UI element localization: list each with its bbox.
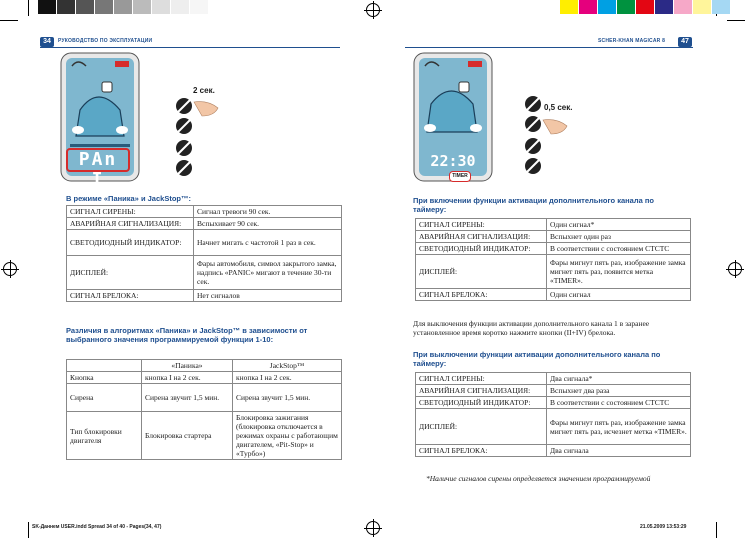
- grayscale-swatches: [38, 0, 209, 14]
- table-row: СИГНАЛ БРЕЛОКА: Нет сигналов: [67, 290, 342, 302]
- press-duration-label: 2 сек.: [193, 86, 215, 95]
- table-row: СВЕТОДИОДНЫЙ ИНДИКАТОР: В соответствии с состоянием СТСТС: [416, 397, 691, 409]
- table-row: ДИСПЛЕЙ: Фары мигнут пять раз, изображение замка мигнет пять раз, исчезнет метка «TIMER».: [416, 409, 691, 445]
- timer-off-table: [415, 372, 691, 457]
- diff-table: [66, 359, 342, 460]
- table-row: Кнопка кнопка I на 2 сек. кнопка I на 2 сек.: [67, 372, 342, 384]
- timer-badge: TIMER: [449, 171, 471, 182]
- table-row: Сирена Сирена звучит 1,5 мин. Сирена звучит 1,5 мин.: [67, 384, 342, 412]
- footnote: *Наличие сигналов сирены определяется значением программируемой: [426, 474, 651, 483]
- panic-table: [66, 205, 342, 302]
- table-row: ДИСПЛЕЙ: Фары автомобиля, символ закрытого замка, надпись «PANIC» мигают в течение 30-ти сек.: [67, 256, 342, 290]
- page-number-left: 34: [40, 37, 54, 47]
- running-head-right: SCHER-KHAN MAGICAR 8: [598, 38, 666, 44]
- registration-mark: [728, 262, 742, 276]
- registration-mark: [3, 262, 17, 276]
- header-rule: [40, 47, 340, 48]
- running-head-left: РУКОВОДСТВО ПО ЭКСПЛУАТАЦИИ: [58, 38, 153, 44]
- table-row: Тип блокировки двигателя Блокировка стартера Блокировка зажигания (блокировка отключается в режимах охраны с работающим двигателем, «Pit-Stop» и «Турбо»): [67, 412, 342, 460]
- timer-on-title: При включении функции активации дополнительного канала по таймеру:: [413, 196, 654, 214]
- header-rule: [405, 47, 693, 48]
- press-duration-label: 0,5 сек.: [544, 103, 573, 112]
- table-row: АВАРИЙНАЯ СИГНАЛИЗАЦИЯ: Вспыхнет два раза: [416, 385, 691, 397]
- crop-mark: [28, 522, 29, 538]
- remote-buttons: [172, 96, 222, 178]
- registration-mark: [366, 521, 380, 535]
- crop-mark: [0, 20, 18, 21]
- table-header-row: «Паника» JackStop™: [67, 360, 342, 372]
- crop-mark: [716, 522, 717, 538]
- color-swatches: [560, 0, 731, 14]
- lcd-panic-text: PAn I: [66, 148, 130, 172]
- crop-mark: [28, 0, 29, 16]
- table-row: СИГНАЛ СИРЕНЫ: Сигнал тревоги 90 сек.: [67, 206, 342, 218]
- footer-slug-left: SK-Даннем USER.indd Spread 34 of 40 - Pages(34, 47): [32, 524, 162, 530]
- footer-slug-right: 21.05.2009 13:53:29: [640, 524, 687, 530]
- table-row: СВЕТОДИОДНЫЙ ИНДИКАТОР: В соответствии с состоянием СТСТС: [416, 243, 691, 255]
- crop-mark: [727, 20, 745, 21]
- panic-section-title: В режиме «Паника» и JackStop™:: [66, 194, 191, 203]
- timer-off-title: При выключении функции активации дополнительного канала по таймеру:: [413, 350, 661, 368]
- table-row: СИГНАЛ БРЕЛОКА: Один сигнал: [416, 289, 691, 301]
- lcd-time-text: 22:30: [430, 152, 476, 170]
- page-number-right: 47: [678, 37, 692, 47]
- diff-section-title: Различия в алгоритмах «Паника» и JackStop™ в зависимости от выбранного значения программируемой функции 1-10:: [66, 326, 308, 344]
- table-row: СИГНАЛ БРЕЛОКА: Два сигнала: [416, 445, 691, 457]
- timer-on-table: [415, 218, 691, 301]
- table-row: СИГНАЛ СИРЕНЫ: Два сигнала*: [416, 373, 691, 385]
- table-row: ДИСПЛЕЙ: Фары мигнут пять раз, изображение замка мигнет пять раз, появится метка «TIMER».: [416, 255, 691, 289]
- registration-mark: [366, 3, 380, 17]
- table-row: СВЕТОДИОДНЫЙ ИНДИКАТОР: Начнет мигать с частотой 1 раз в сек.: [67, 230, 342, 256]
- table-row: АВАРИЙНАЯ СИГНАЛИЗАЦИЯ: Вспыхнет один раз: [416, 231, 691, 243]
- table-row: СИГНАЛ СИРЕНЫ: Один сигнал*: [416, 219, 691, 231]
- table-row: АВАРИЙНАЯ СИГНАЛИЗАЦИЯ: Вспыхивает 90 сек.: [67, 218, 342, 230]
- body-paragraph: Для выключения функции активации дополнительного канала 1 в заранее установленное время коротко нажмите кнопки (II+IV) брелока.: [413, 319, 650, 338]
